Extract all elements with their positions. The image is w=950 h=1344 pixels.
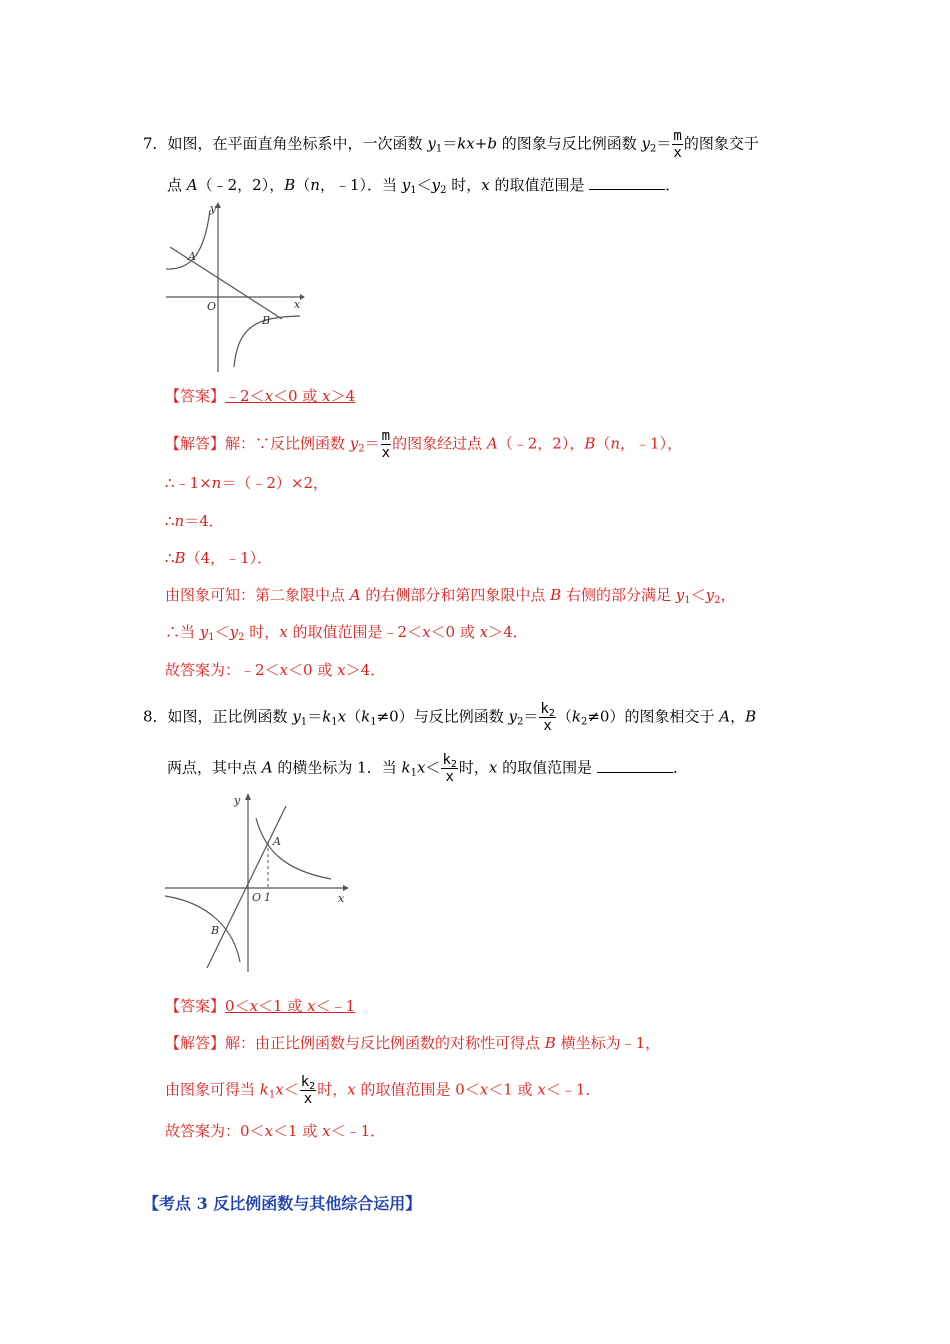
q8-condition-fraction: $\frac{k_2}{x}$ <box>442 752 457 785</box>
q8-label-x: x <box>338 892 345 905</box>
q8-hyperbola-branch-3 <box>165 896 240 962</box>
q7-line <box>170 247 282 319</box>
q7-solution-line7: 故答案为：﹣2＜x＜0 或 x＞4． <box>165 661 386 679</box>
answer-blank <box>589 175 665 190</box>
q8-graph <box>160 790 355 975</box>
q7-solution-line3: ∴n＝4． <box>165 512 224 530</box>
q8-answer: 【答案】0＜x＜1 或 x＜﹣1 <box>165 997 356 1015</box>
q8-fraction: $\frac{k_2}{x}$ <box>540 701 555 734</box>
q8-label-1: 1 <box>264 891 271 904</box>
q7-label-A: A <box>188 250 196 263</box>
q7-label-B: B <box>262 314 271 327</box>
answer-blank <box>597 758 673 773</box>
q7-answer: 【答案】﹣2＜x＜0 或 x＞4 <box>165 387 356 405</box>
q7-label-O: O <box>207 300 217 313</box>
q8-label-y: y <box>234 794 241 807</box>
q7-solution-fraction: $\frac{m}{x}$ <box>381 428 391 461</box>
q8-solution-line1: 【解答】解：由正比例函数与反比例函数的对称性可得点 B 横坐标为﹣1， <box>165 1034 661 1052</box>
q8-hyperbola-branch-1 <box>256 818 331 879</box>
q7-solution-line1: 【解答】解：∵反比例函数 $y_2=$ $\frac{m}{x}$ 的图象经过点 A（﹣2，2），B（n，﹣1）， <box>165 428 683 461</box>
q7-stem-line2: 点 A（﹣2，2），B（n，﹣1）．当 $y_1<y_2$ 时，x 的取值范围是 ． <box>167 176 681 196</box>
q8-line <box>207 806 286 968</box>
q7-solution-line6: ∴当 $y_1<y_2$ 时，x 的取值范围是﹣2＜x＜0 或 x＞4． <box>165 623 528 643</box>
q8-label-A: A <box>273 835 281 848</box>
q8-stem-line2: 两点，其中点 A 的横坐标为 1．当 $k_1x<$ $\frac{k_2}{x}$ 时，x 的取值范围是 ． <box>167 752 688 785</box>
q8-stem-line1: 8．如图，正比例函数 $y_1=k_1x(k_1\ne 0)$与反比例函数 $y_2=$ $\frac{k_2}{x}$ $(k_2\ne 0)$的图象相交于 A，B <box>143 701 757 734</box>
q8-y-arrow <box>245 793 251 800</box>
q8-label-O: O <box>252 891 262 904</box>
q7-fraction: $\frac{m}{x}$ <box>673 128 682 161</box>
q7-solution-line2: ∴﹣1×n＝（﹣2）×2， <box>165 474 328 492</box>
q8-solution-line2: 由图象可得当 $k_1x<$ $\frac{k_2}{x}$ 时，x 的取值范围是 0＜x＜1 或 x＜﹣1． <box>165 1074 601 1107</box>
q7-label-x: x <box>294 298 301 311</box>
q7-stem-line1: 7．如图，在平面直角坐标系中，一次函数 $y_1=kx+b$ 的图象与反比例函数 $y_2=$ $\frac{m}{x}$ 的图象交于 <box>143 128 759 161</box>
q8-solution-line3: 故答案为：0＜x＜1 或 x＜﹣1． <box>165 1122 386 1140</box>
q7-x-arrow <box>300 294 305 300</box>
q7-label-y: y <box>210 202 217 215</box>
q7-graph <box>160 200 310 375</box>
q7-solution-line5: 由图象可知：第二象限中点 A 的右侧部分和第四象限中点 B 右侧的部分满足 $y_1<y_2$， <box>165 586 736 606</box>
q8-solution-fraction: $\frac{k_2}{x}$ <box>300 1074 316 1107</box>
q8-x-arrow <box>343 885 349 891</box>
section-heading: 【考点 3 反比例函数与其他综合运用】 <box>143 1194 422 1213</box>
q7-solution-line4: ∴B（4，﹣1）． <box>165 549 273 567</box>
q8-label-B: B <box>211 924 220 937</box>
